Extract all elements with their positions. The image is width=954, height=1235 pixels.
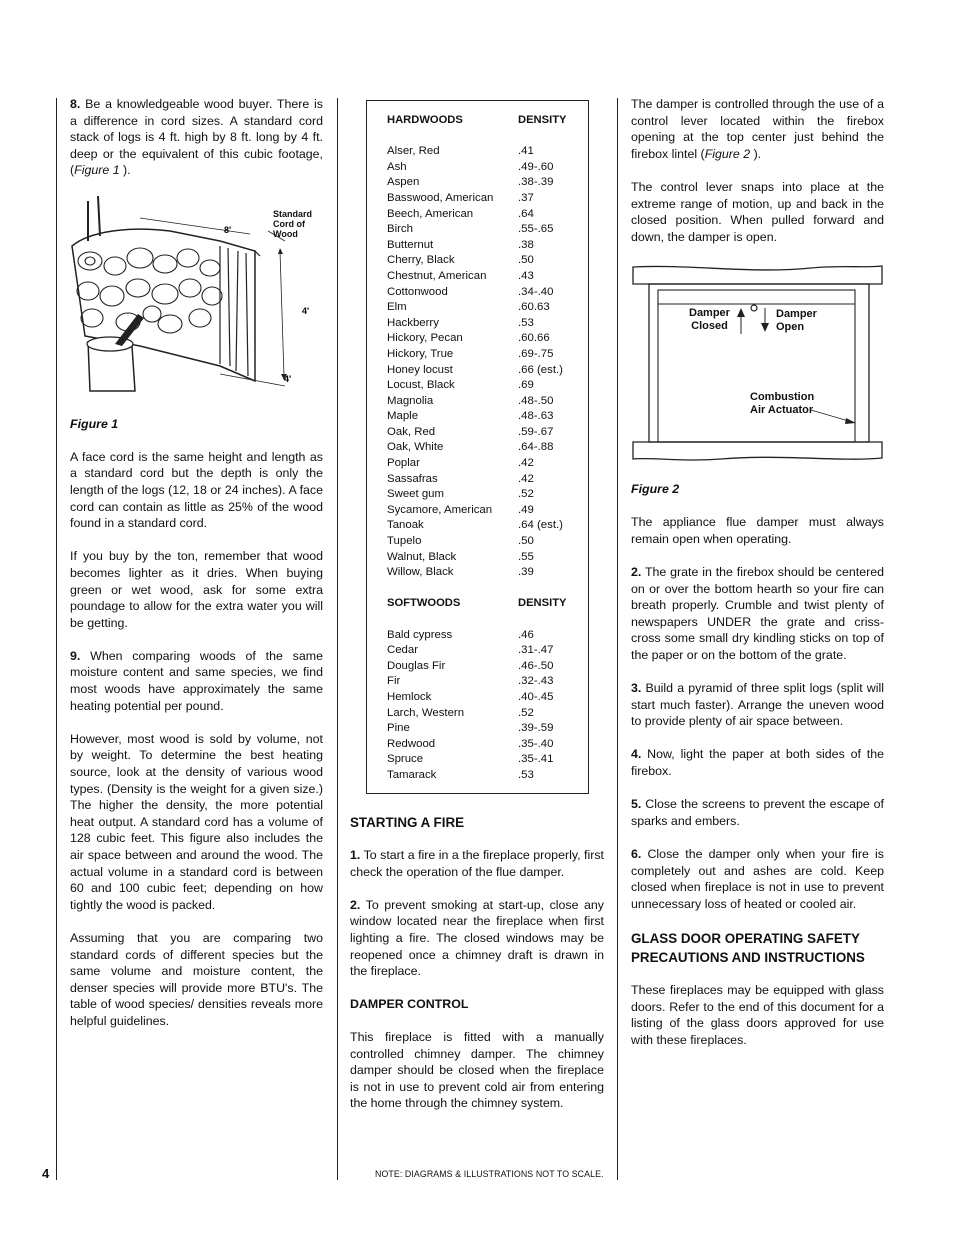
- paragraph-glass-doors: These fireplaces may be equipped with glass doors. Refer to the end of this document for a listing of the glass doors approved for use with these fireplaces.: [631, 982, 884, 1047]
- species-name: Birch: [387, 223, 413, 236]
- species-name: Pine: [387, 722, 410, 735]
- species-density: .43: [518, 269, 534, 282]
- species-name: Redwood: [387, 737, 436, 750]
- species-density: .34-.40: [518, 285, 554, 298]
- paragraph-flue: The appliance flue damper must always remain open when operating.: [631, 515, 884, 546]
- paragraph-ton: If you buy by the ton, remember that wood becomes lighter as it dries. When buying green or wet wood, ask for some extra poundage to allow for the extra water you will be getting.: [70, 549, 323, 630]
- table-row: [387, 409, 588, 425]
- paragraph-start-1: 1. To start a fire in a the fireplace properly, first check the operation of the flue damper.: [350, 848, 604, 879]
- table-row: [387, 503, 588, 519]
- species-name: Alser, Red: [387, 145, 440, 158]
- species-name: Hackberry: [387, 316, 439, 329]
- species-density: .37: [518, 191, 534, 204]
- species-density: .49: [518, 503, 534, 516]
- species-density: .35-.41: [518, 753, 554, 766]
- table-row: [387, 706, 588, 722]
- species-density: .52: [518, 488, 534, 501]
- paragraph-step-6: 6. Close the damper only when your fire is completely out and ashes are cold. Keep closed when fireplace is not in use to prevent unnecessary loss of heated or cooled air.: [631, 847, 884, 911]
- table-row: [387, 394, 588, 410]
- species-name: Basswood, American: [387, 191, 494, 204]
- column-rule-middle: [337, 98, 338, 1180]
- species-name: Oak, White: [387, 441, 444, 454]
- species-name: Willow, Black: [387, 566, 454, 579]
- table-row: [387, 768, 588, 784]
- table-row: [387, 222, 588, 238]
- hardwoods-list: [387, 144, 588, 581]
- figure-1-cord-of-wood: [70, 196, 323, 396]
- species-name: Ash: [387, 160, 407, 173]
- standard-cord-label: Standard Cord of Wood: [273, 208, 313, 239]
- species-density: .46-.50: [518, 659, 554, 672]
- table-row: [387, 690, 588, 706]
- paragraph-start-2: 2. To prevent smoking at start-up, close any window located near the fireplace when first lighting a fire. The closed windows may be reopened once a chimney draft is drawn in the fireplace.: [350, 897, 604, 979]
- table-row: [387, 534, 588, 550]
- starting-fire-heading: STARTING A FIRE: [350, 815, 465, 830]
- hardwoods-header-row: HARDWOODS DENSITY: [387, 114, 567, 126]
- table-row: [387, 363, 588, 379]
- softwoods-header-row: SOFTWOODS DENSITY: [387, 597, 567, 610]
- paragraph-lever: The damper is controlled through the use of a control lever located within the firebox opening at the top center just behind the firebox lintel (Figure 2 ).: [631, 97, 884, 161]
- damper-illustration: [631, 262, 884, 467]
- species-density: .38-.39: [518, 176, 554, 189]
- paragraph-9: 9. When comparing woods of the same moisture content and same species, we find most woods have approximately the same heating potential per pound.: [70, 648, 323, 713]
- table-row: [387, 191, 588, 207]
- species-density: .52: [518, 706, 534, 719]
- figure-1-caption: Figure 1: [70, 416, 119, 431]
- species-name: Cedar: [387, 644, 419, 657]
- paragraph-step-3: 3. Build a pyramid of three split logs (split will start much faster). Arrange the uneven wood to provide plenty of air space between.: [631, 681, 884, 729]
- species-name: Magnolia: [387, 394, 434, 407]
- table-row: [387, 643, 588, 659]
- species-name: Beech, American: [387, 207, 474, 220]
- species-name: Maple: [387, 410, 419, 423]
- species-name: Bald cypress: [387, 628, 453, 641]
- table-row: [387, 144, 588, 160]
- species-density: .48-.63: [518, 410, 554, 423]
- species-name: Tanoak: [387, 519, 424, 532]
- species-name: Larch, Western: [387, 706, 465, 719]
- species-name: Aspen: [387, 176, 420, 189]
- table-row: [387, 487, 588, 503]
- glass-door-heading: GLASS DOOR OPERATING SAFETY PRECAUTIONS AND INSTRUCTIONS: [631, 930, 865, 965]
- table-row: [387, 425, 588, 441]
- species-density: .39: [518, 566, 534, 579]
- species-density: .48-.50: [518, 394, 554, 407]
- species-name: Cottonwood: [387, 285, 448, 298]
- table-row: [387, 565, 588, 581]
- species-density: .55-.65: [518, 223, 554, 236]
- table-row: [387, 316, 588, 332]
- paragraph-snap: The control lever snaps into place at the extreme range of motion, up and back in the closed position. When pulled forward and down, the damper is open.: [631, 179, 884, 244]
- paragraph-face-cord: A face cord is the same height and length as a standard cord but the depth is only the length of the logs (12, 18 or 24 inches). A face cord can contain as little as 25% of the wood found in a standard cord.: [70, 449, 323, 531]
- species-density: .60.66: [518, 332, 550, 345]
- species-density: .50: [518, 535, 534, 548]
- species-density: .55: [518, 550, 534, 563]
- species-name: Fir: [387, 675, 401, 688]
- species-name: Butternut: [387, 238, 434, 251]
- column-rule-right: [617, 98, 618, 1180]
- species-density: .32-.43: [518, 675, 554, 688]
- table-row: [387, 674, 588, 690]
- table-row: [387, 659, 588, 675]
- damper-closed-label: Damper Closed: [689, 306, 730, 332]
- species-density: .35-.40: [518, 737, 554, 750]
- species-density: .53: [518, 316, 534, 329]
- table-row: [387, 440, 588, 456]
- figure-2-caption: Figure 2: [631, 481, 680, 496]
- scale-note: NOTE: DIAGRAMS & ILLUSTRATIONS NOT TO SCALE.: [375, 1169, 604, 1179]
- species-name: Tamarack: [387, 768, 437, 781]
- table-row: [387, 456, 588, 472]
- species-density: .31-.47: [518, 644, 554, 657]
- species-density: .42: [518, 457, 534, 470]
- paragraph-assume: Assuming that you are comparing two standard cords of different species but the same volume and moisture content, the denser species will provide more BTU's. The table of wood species/ densities reveals more helpful guidelines.: [70, 930, 323, 1028]
- species-density: .64-.88: [518, 441, 554, 454]
- species-density: .41: [518, 145, 534, 158]
- paragraph-volume: However, most wood is sold by volume, not by weight. To determine the best heating source, look at the density of various wood types. (Density is the weight for a given size.) The higher the density, the more potential heat output. A standard cord has a volume of 128 cubic feet. This figure also includes the air space between and around the wood. The actual volume in a standard cord is between 60 and 100 cubic feet; depending on how tightly the wood is packed.: [70, 731, 323, 912]
- species-density: .53: [518, 768, 534, 781]
- table-row: [387, 378, 588, 394]
- species-name: Locust, Black: [387, 379, 455, 392]
- paragraph-step-5: 5. Close the screens to prevent the escape of sparks and embers.: [631, 797, 884, 828]
- species-density: .42: [518, 472, 534, 485]
- species-name: Poplar: [387, 457, 420, 470]
- species-name: Sweet gum: [387, 488, 444, 501]
- dimension-depth-label: 4': [284, 373, 292, 384]
- damper-control-heading: DAMPER CONTROL: [350, 997, 469, 1012]
- paragraph-step-2: 2. The grate in the firebox should be centered on or over the bottom hearth so your fire can breath properly. Crumble and twist plenty of newspapers UNDER the grate and criss-cross some small dry kindling sticks on top of the paper or on the bottom of the grate.: [631, 564, 884, 662]
- species-name: Walnut, Black: [387, 550, 457, 563]
- species-name: Hickory, Pecan: [387, 332, 463, 345]
- species-name: Chestnut, American: [387, 269, 487, 282]
- species-density: .50: [518, 254, 534, 267]
- species-density: .66 (est.): [518, 363, 563, 376]
- table-row: [387, 752, 588, 768]
- table-row: [387, 550, 588, 566]
- species-name: Hemlock: [387, 690, 432, 703]
- species-density: .38: [518, 238, 534, 251]
- species-density: .69: [518, 379, 534, 392]
- species-name: Sassafras: [387, 472, 438, 485]
- wood-density-table: [366, 100, 589, 794]
- species-name: Oak, Red: [387, 425, 436, 438]
- table-row: [387, 285, 588, 301]
- table-row: [387, 300, 588, 316]
- species-density: .39-.59: [518, 722, 554, 735]
- column-3: [631, 96, 884, 1065]
- species-density: .64: [518, 207, 534, 220]
- species-name: Douglas Fir: [387, 659, 446, 672]
- softwoods-list: [387, 628, 588, 784]
- species-density: .40-.45: [518, 690, 554, 703]
- column-rule-left: [56, 98, 57, 1180]
- column-2: [350, 813, 604, 1129]
- table-row: [387, 269, 588, 285]
- species-density: .60.63: [518, 301, 550, 314]
- page-number: 4: [42, 1166, 50, 1181]
- table-row: [387, 737, 588, 753]
- paragraph-step-4: 4. Now, light the paper at both sides of the firebox.: [631, 747, 884, 779]
- dimension-height-label: 4': [302, 305, 310, 316]
- damper-open-label: Damper Open: [776, 307, 817, 333]
- paragraph-damper: This fireplace is fitted with a manually controlled chimney damper. The chimney damper should be closed when the fireplace is not in use to prevent cold air from entering the home through the chimney system.: [350, 1029, 604, 1111]
- combustion-air-actuator-label: Combustion Air Actuator: [750, 390, 815, 416]
- species-name: Honey locust: [387, 363, 453, 376]
- table-row: [387, 518, 588, 534]
- species-density: .59-.67: [518, 425, 554, 438]
- paragraph-8: 8. Be a knowledgeable wood buyer. There is a difference in cord sizes. A standard cord stack of logs is 4 ft. high by 8 ft. long by 4 ft. deep or the equivalent of this cubic footage, (Figure 1 ).: [70, 97, 323, 178]
- dimension-length-label: 8': [224, 224, 232, 235]
- table-row: [387, 628, 588, 644]
- species-density: .69-.75: [518, 347, 554, 360]
- table-row: [387, 721, 588, 737]
- table-row: [387, 253, 588, 269]
- table-row: [387, 238, 588, 254]
- table-row: [387, 160, 588, 176]
- species-name: Hickory, True: [387, 347, 454, 360]
- species-density: .49-.60: [518, 160, 554, 173]
- species-density: .64 (est.): [518, 519, 563, 532]
- column-1: [70, 96, 323, 1046]
- species-name: Spruce: [387, 753, 424, 766]
- table-row: [387, 207, 588, 223]
- species-density: .46: [518, 628, 534, 641]
- table-row: [387, 347, 588, 363]
- species-name: Tupelo: [387, 535, 422, 548]
- table-row: [387, 472, 588, 488]
- species-name: Cherry, Black: [387, 254, 455, 267]
- species-name: Sycamore, American: [387, 503, 493, 516]
- species-name: Elm: [387, 301, 407, 314]
- table-row: [387, 331, 588, 347]
- table-row: [387, 175, 588, 191]
- figure-2-damper-diagram: [631, 262, 884, 467]
